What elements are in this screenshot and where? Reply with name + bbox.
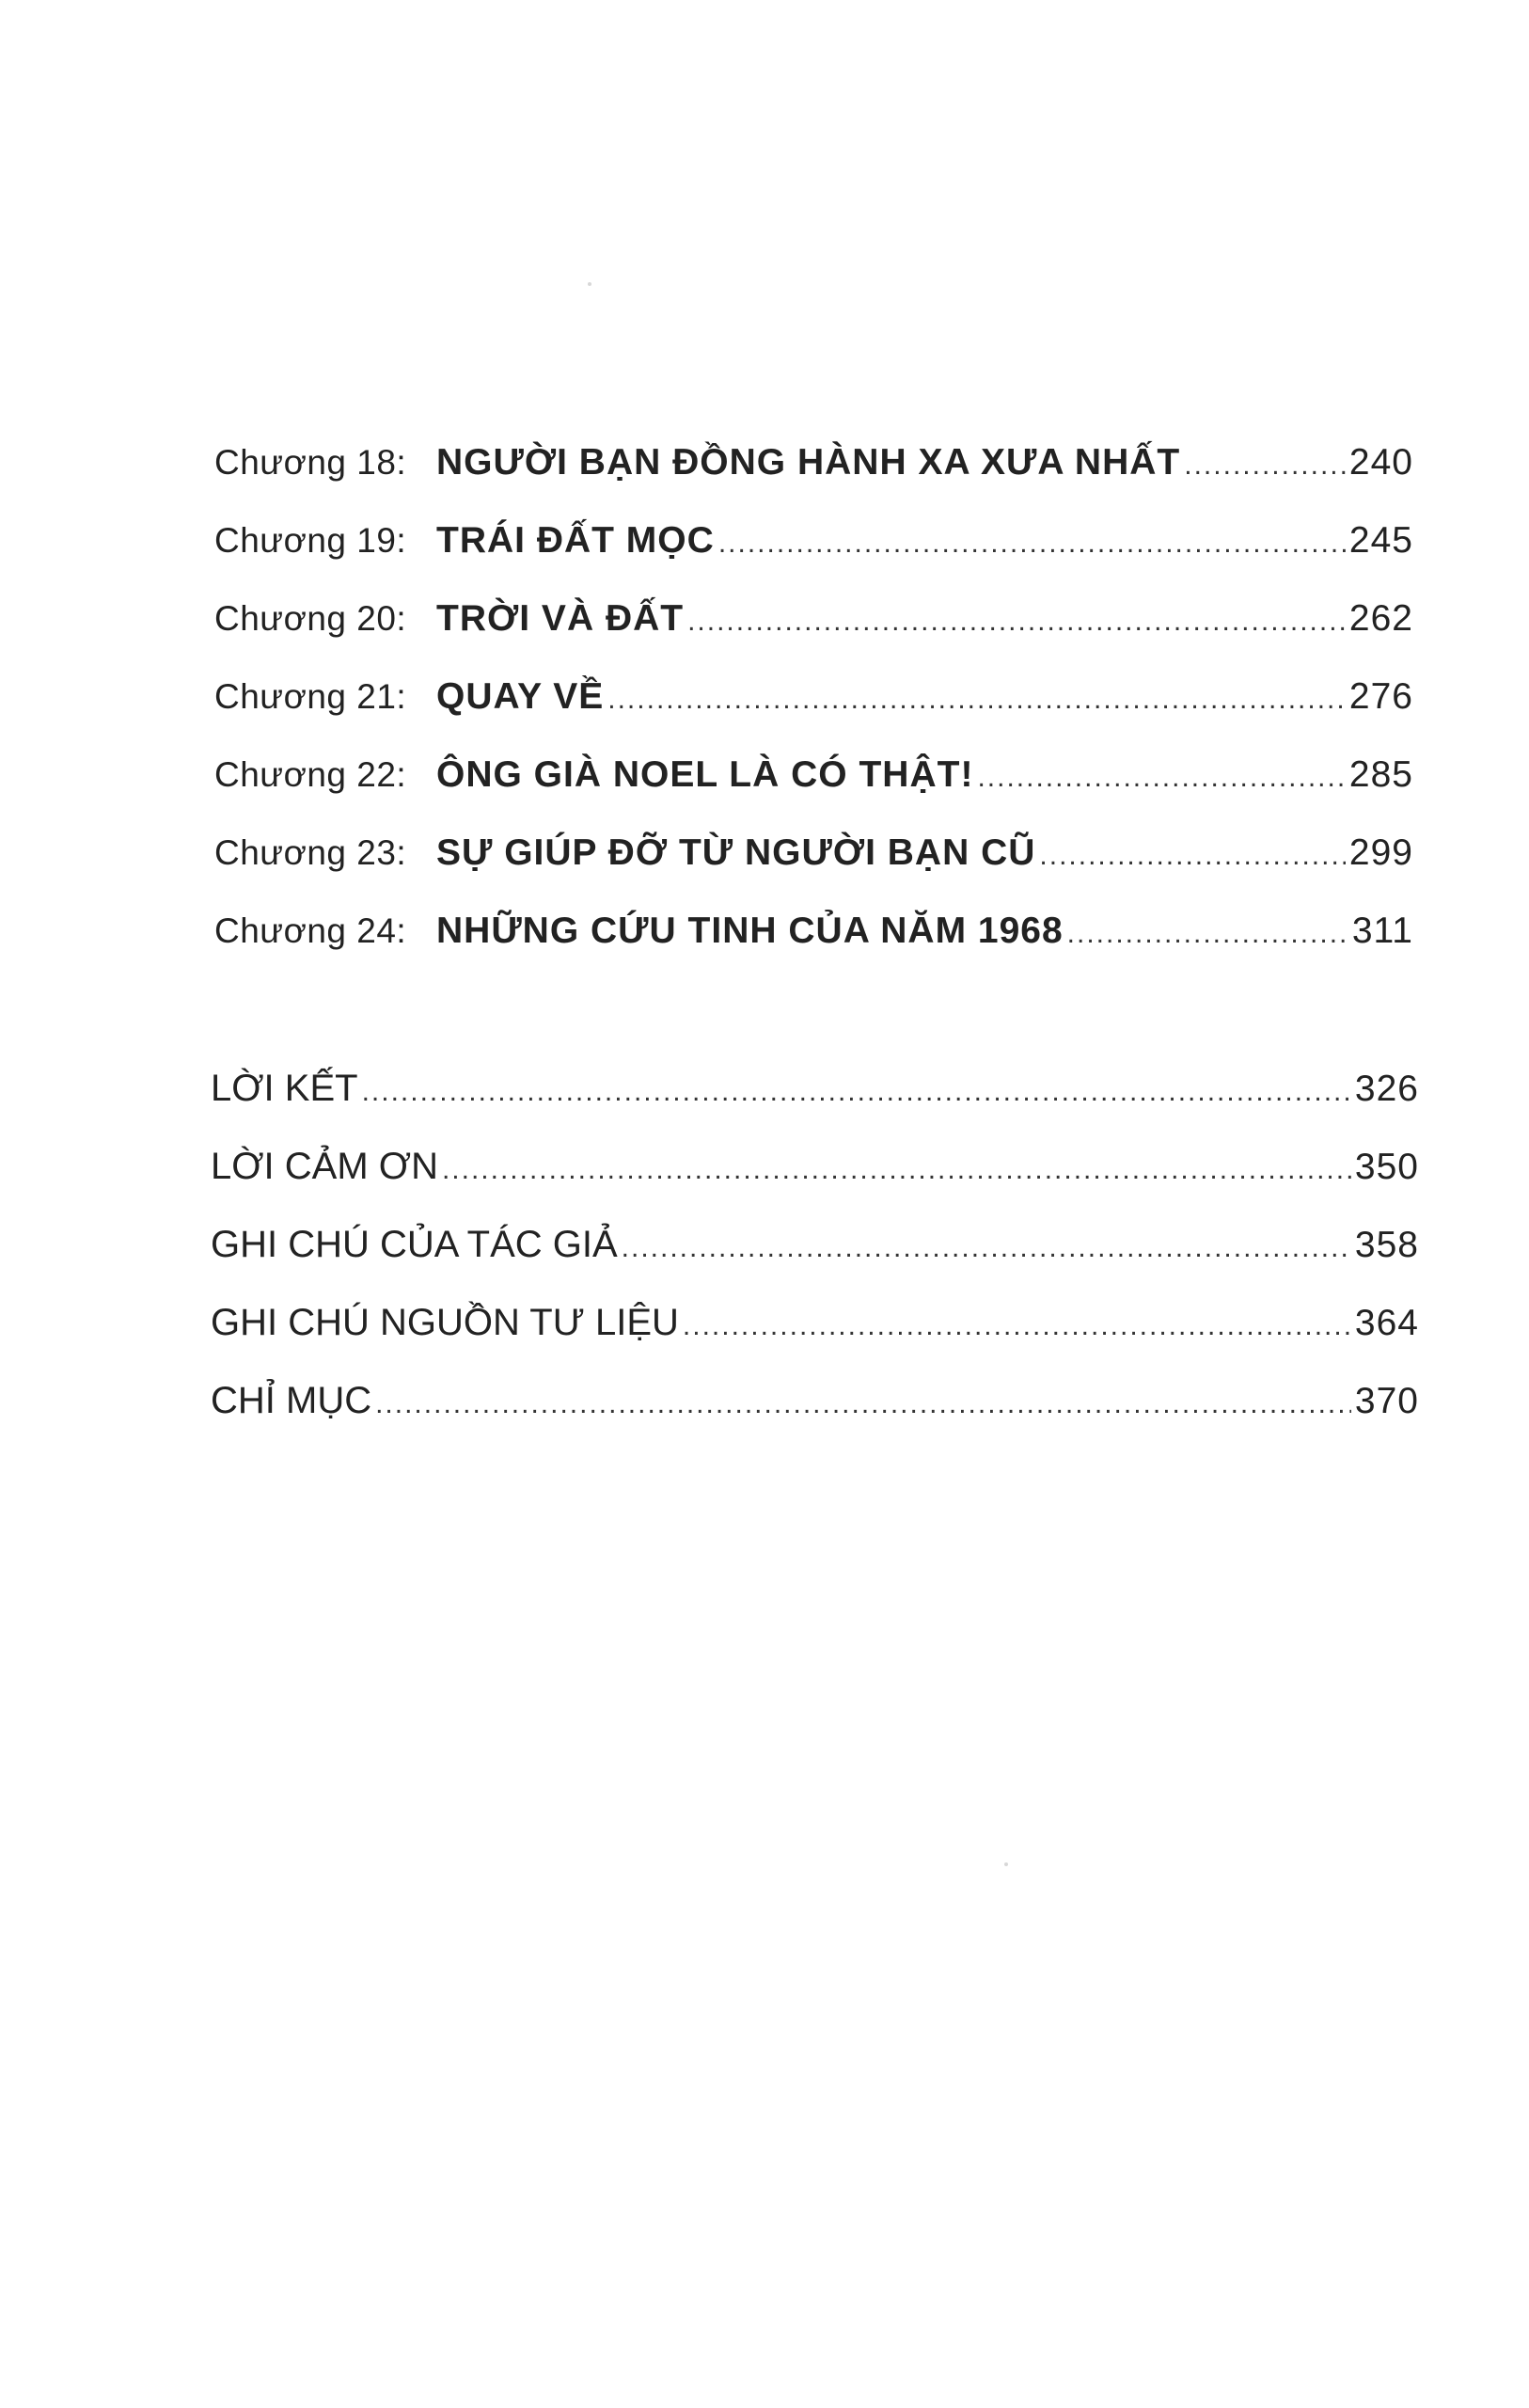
page-number: 262 <box>1348 598 1413 639</box>
chapter-label: Chương 20: <box>214 599 407 638</box>
page-number: 311 <box>1351 911 1413 951</box>
dot-leader <box>977 762 1345 794</box>
page-number: 358 <box>1354 1225 1419 1265</box>
dot-leader <box>687 606 1346 638</box>
chapter-title: TRÁI ĐẤT MỌC <box>436 520 715 561</box>
paper-speck <box>1004 1862 1008 1866</box>
chapter-title: NGƯỜI BẠN ĐỒNG HÀNH XA XƯA NHẤT <box>436 442 1181 483</box>
toc-entry[interactable] <box>214 598 1413 640</box>
dot-leader <box>718 528 1346 560</box>
dot-leader <box>442 1154 1351 1186</box>
toc-entry[interactable] <box>211 1224 1419 1266</box>
toc-entry[interactable] <box>211 1302 1419 1344</box>
section-title: LỜI CẢM ƠN <box>211 1146 438 1187</box>
page-number: 350 <box>1354 1147 1419 1187</box>
section-title: LỜI KẾT <box>211 1068 358 1109</box>
page-number: 276 <box>1348 676 1413 717</box>
toc-entry[interactable] <box>214 832 1413 874</box>
chapter-label: Chương 19: <box>214 521 407 560</box>
chapter-label: Chương 24: <box>214 911 407 950</box>
page-number: 299 <box>1348 832 1413 873</box>
chapter-label: Chương 21: <box>214 677 407 716</box>
page-number: 370 <box>1354 1381 1419 1421</box>
page-number: 364 <box>1354 1303 1419 1343</box>
chapter-title: NHỮNG CỨU TINH CỦA NĂM 1968 <box>436 911 1064 951</box>
dot-leader <box>1067 918 1348 950</box>
chapter-label: Chương 22: <box>214 755 407 794</box>
page-number: 240 <box>1348 442 1413 483</box>
chapter-label: Chương 18: <box>214 443 407 482</box>
chapter-title: ÔNG GIÀ NOEL LÀ CÓ THẬT! <box>436 754 974 795</box>
dot-leader <box>375 1388 1351 1420</box>
toc-entry[interactable] <box>214 754 1413 796</box>
toc-entry[interactable] <box>211 1068 1419 1110</box>
page-number: 245 <box>1348 520 1413 561</box>
chapter-title: TRỜI VÀ ĐẤT <box>436 598 685 639</box>
page-number: 326 <box>1354 1069 1419 1109</box>
dot-leader <box>622 1232 1351 1264</box>
dot-leader <box>683 1310 1351 1342</box>
chapter-title: QUAY VỀ <box>436 676 605 717</box>
chapter-label: Chương 23: <box>214 833 407 872</box>
toc-entry[interactable] <box>211 1380 1419 1422</box>
dot-leader <box>362 1076 1351 1108</box>
page-number: 285 <box>1348 754 1413 795</box>
dot-leader <box>1184 450 1346 482</box>
chapter-title: SỰ GIÚP ĐỠ TỪ NGƯỜI BẠN CŨ <box>436 832 1036 873</box>
dot-leader <box>607 684 1346 716</box>
section-title: GHI CHÚ NGUỒN TƯ LIỆU <box>211 1302 679 1343</box>
toc-entry[interactable] <box>214 911 1413 952</box>
section-title: GHI CHÚ CỦA TÁC GIẢ <box>211 1224 618 1265</box>
section-title: CHỈ MỤC <box>211 1380 372 1421</box>
toc-entry[interactable] <box>214 442 1413 483</box>
toc-entry[interactable] <box>211 1146 1419 1188</box>
paper-speck <box>588 282 591 286</box>
toc-entry[interactable] <box>214 676 1413 718</box>
toc-entry[interactable] <box>214 520 1413 562</box>
dot-leader <box>1039 840 1346 872</box>
